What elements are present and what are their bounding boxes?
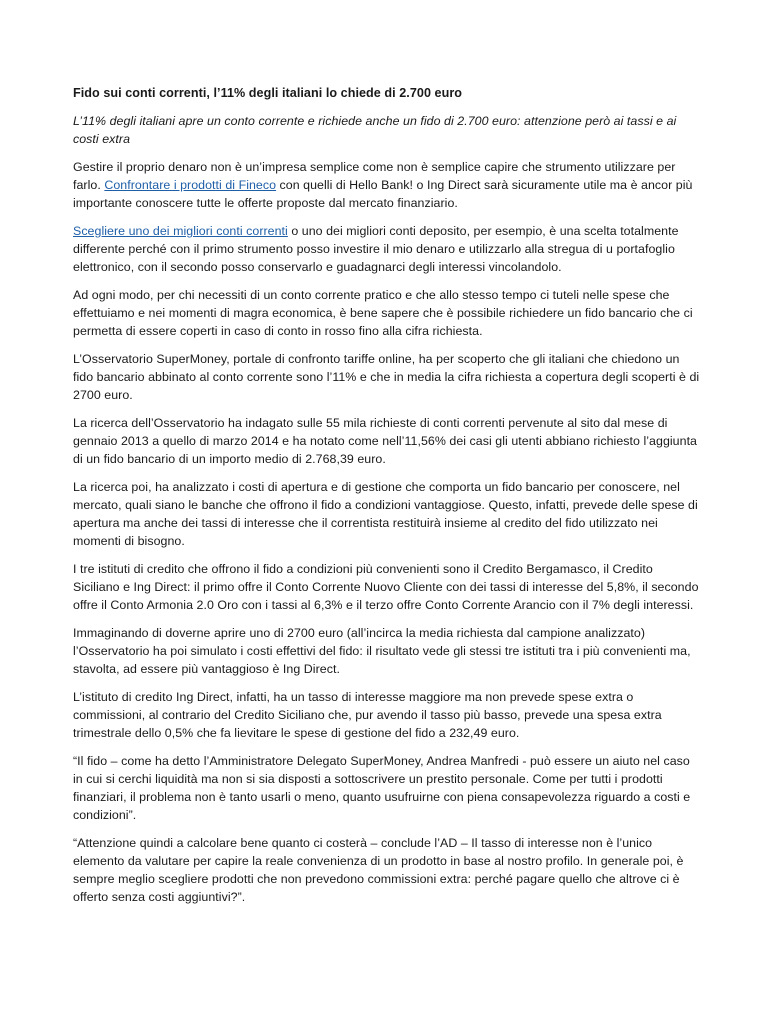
paragraph-6: La ricerca poi, ha analizzato i costi di apertura e di gestione che comporta un fido bancario per conoscere, nel mercato, quali siano le banche che offrono il fido a condizioni vantaggiose. Questo, infatti, prevede delle spese di apertura ma anche dei tassi di interesse che il correntista restituirà insieme al credito del fido utilizzato nei momenti di bisogno. — [73, 480, 698, 548]
paragraph-10: “Il fido – come ha detto l’Amministratore Delegato SuperMoney, Andrea Manfredi - può essere un aiuto nel caso in cui si cerchi liquidità ma non si sia disposti a sottoscrivere un prestito personale. Come per tutti i prodotti finanziari, il problema non è tanto usarli o meno, quanto usufruirne con piena consapevolezza riguardo a costi e condizioni”. — [73, 754, 691, 822]
article-subtitle: L’11% degli italiani apre un conto corrente e richiede anche un fido di 2.700 euro: attenzione però ai tassi e ai costi extra — [73, 114, 677, 146]
paragraph-4: L’Osservatorio SuperMoney, portale di confronto tariffe online, ha per scoperto che gli italiani che chiedono un fido bancario abbinato al conto corrente sono l’11% e che in media la cifra richiesta a copertura degli scoperti è di 2700 euro. — [73, 352, 700, 402]
paragraph-3: Ad ogni modo, per chi necessiti di un conto corrente pratico e che allo stesso tempo ci tuteli nelle spese che effettuiamo e nei momenti di magra economica, è bene sapere che è possibile richiedere un fido bancario che ci permetta di essere coperti in caso di conto in rosso fino alla cifra richiesta. — [73, 288, 693, 338]
paragraph-1-text-before: Gestire il proprio denaro non è un’impresa semplice come non è semplice capire che strumento utilizzare per farlo. — [73, 160, 676, 192]
paragraph-11: “Attenzione quindi a calcolare bene quanto ci costerà – conclude l’AD – Il tasso di interesse non è l’unico elemento da valutare per capire la reale convenienza di un prodotto in base al nostro profilo. In generale poi, è sempre meglio scegliere prodotti che non prevedono commissioni extra: perché pagare quello che altrove ci è offerto senza costi aggiuntivi?”. — [73, 836, 684, 904]
best-current-accounts-link[interactable]: Scegliere uno dei migliori conti correnti — [73, 224, 288, 238]
paragraph-5: La ricerca dell’Osservatorio ha indagato sulle 55 mila richieste di conti correnti pervenute al sito dal mese di gennaio 2013 a quello di marzo 2014 e ha notato come nell’11,56% dei casi gli utenti abbiano richiesto l’aggiunta di un fido bancario di un importo medio di 2.768,39 euro. — [73, 416, 698, 466]
fineco-comparison-link[interactable]: Confrontare i prodotti di Fineco — [104, 178, 277, 192]
paragraph-1 — [73, 158, 701, 212]
article — [73, 84, 701, 916]
paragraph-9: L’istituto di credito Ing Direct, infatti, ha un tasso di interesse maggiore ma non prevede spese extra o commissioni, al contrario del Credito Siciliano che, pur avendo il tasso più basso, prevede una spesa extra trimestrale dello 0,5% che fa lievitare le spese di gestione del fido a 232,49 euro. — [73, 690, 662, 740]
paragraph-2-text-after: o uno dei migliori conti deposito, per esempio, è una scelta totalmente differente perché con il primo strumento posso investire il mio denaro e utilizzarlo alla stregua di u portafoglio elettronico, con il secondo posso conservarlo e guadagnarci degli interessi vincolandolo. — [73, 224, 679, 274]
paragraph-7: I tre istituti di credito che offrono il fido a condizioni più convenienti sono il Credito Bergamasco, il Credito Siciliano e Ing Direct: il primo offre il Conto Corrente Nuovo Cliente con dei tassi di interesse del 5,8%, il secondo offre il Conto Armonia 2.0 Oro con i tassi al 6,3% e il terzo offre Conto Corrente Arancio con il 7% degli interessi. — [73, 562, 699, 612]
paragraph-8: Immaginando di doverne aprire uno di 2700 euro (all’incirca la media richiesta dal campione analizzato) l’Osservatorio ha poi simulato i costi effettivi del fido: il risultato vede gli stessi tre istituti tra i più convenienti ma, stavolta, ad essere più vantaggioso è Ing Direct. — [73, 626, 691, 676]
paragraph-2 — [73, 222, 701, 276]
paragraph-1-text-after: con quelli di Hello Bank! o Ing Direct sarà sicuramente utile ma è ancor più importante conoscere tutte le offerte proposte dal mercato finanziario. — [73, 178, 693, 210]
article-title: Fido sui conti correnti, l’11% degli italiani lo chiede di 2.700 euro — [73, 86, 463, 100]
